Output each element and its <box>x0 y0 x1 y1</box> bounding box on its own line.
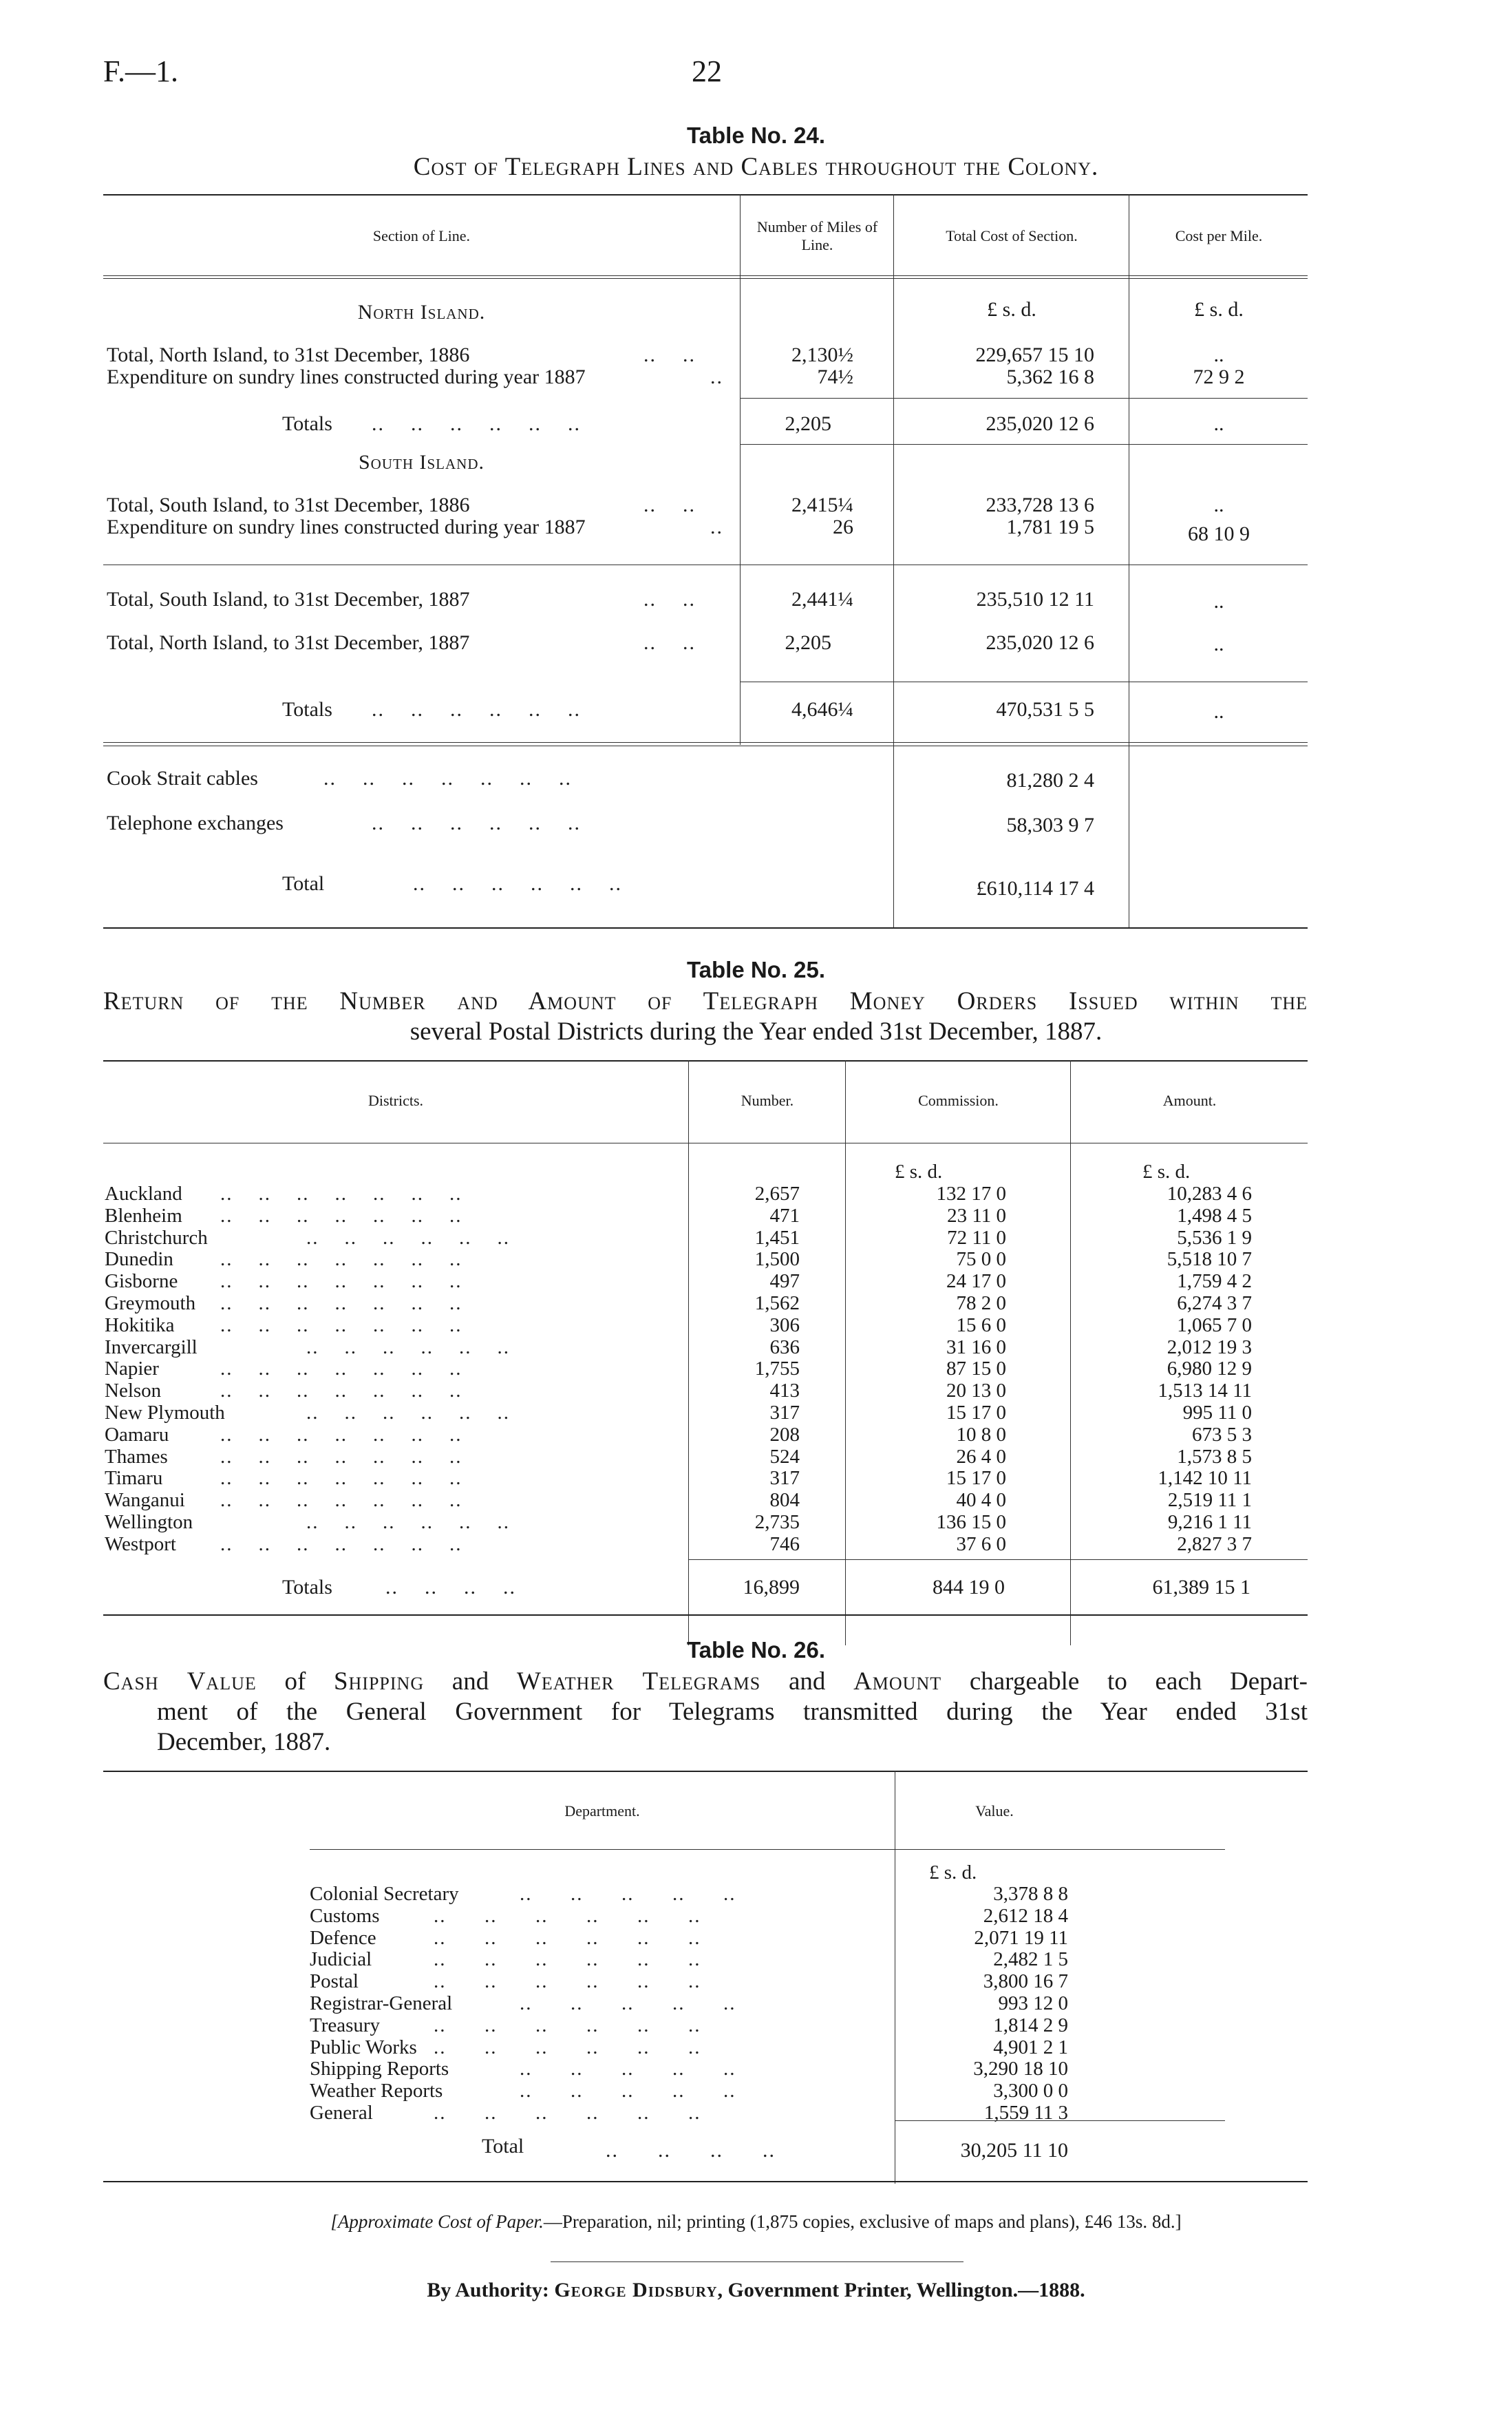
table26-leader: .. .. .. .. .. .. <box>434 2102 701 2124</box>
table26-value: 1,814 2 9 <box>993 2014 1068 2036</box>
table25-leader: .. .. .. .. .. .. .. <box>220 1489 462 1512</box>
table25-units-commission: £ s. d. <box>895 1161 943 1183</box>
table24-row-per-mile: 72 9 2 <box>1193 366 1245 388</box>
table26-leader: .. .. .. .. .. <box>520 1883 736 1905</box>
table24-row-label: Totals <box>282 412 332 435</box>
table26-department: Colonial Secretary <box>310 1883 459 1905</box>
table25-leader: .. .. .. .. .. .. .. <box>220 1380 462 1402</box>
table24-row-label: Total <box>282 872 325 895</box>
table25-commission: 26 4 0 <box>956 1445 1006 1468</box>
table25-header-districts: Districts. <box>368 1092 424 1109</box>
table25-amount: 2,827 3 7 <box>1177 1532 1252 1555</box>
table24-row-label: Expenditure on sundry lines constructed during year 1887 <box>107 516 586 538</box>
table25-leader: .. .. .. .. .. .. .. <box>220 1270 462 1293</box>
table25-amount: 2,012 19 3 <box>1167 1336 1252 1358</box>
table25-amount: 6,274 3 7 <box>1177 1292 1252 1314</box>
table25-header-amount: Amount. <box>1162 1092 1217 1109</box>
table25-commission: 23 11 0 <box>947 1204 1006 1227</box>
table26-number: Table No. 26. <box>686 1637 826 1663</box>
table25-leader: .. .. .. .. .. .. .. <box>220 1467 462 1490</box>
table26-value: 2,071 19 11 <box>974 1926 1068 1949</box>
table25-amount: 1,142 10 11 <box>1158 1467 1252 1490</box>
table24-row-label: Cook Strait cables <box>107 767 258 790</box>
table25-amount: 673 5 3 <box>1192 1423 1252 1446</box>
table25-commission: 10 8 0 <box>956 1423 1006 1446</box>
table24-row-cost: 1,781 19 5 <box>1006 516 1094 538</box>
table25-leader: .. .. .. .. .. .. <box>306 1402 510 1424</box>
table26-department: Weather Reports <box>310 2080 443 2102</box>
table26-leader: .. .. .. .. .. .. <box>434 1904 701 1927</box>
table24-number: Table No. 24. <box>686 123 826 148</box>
table25-district: Wellington <box>105 1511 193 1533</box>
table26-leader: .. .. .. .. .. <box>520 2080 736 2102</box>
table25-number: Table No. 25. <box>686 957 826 982</box>
table26-value: 4,901 2 1 <box>993 2036 1068 2058</box>
table25-caption-line2: several Postal Districts during the Year ended 31st December, 1887. <box>409 1017 1103 1046</box>
table24-row-per-mile: .. <box>1213 633 1224 655</box>
table24-row-miles: 26 <box>833 516 853 538</box>
table25-amount: 10,283 4 6 <box>1167 1183 1252 1205</box>
table25-leader: .. .. .. .. .. .. .. <box>220 1358 462 1380</box>
table26-header-value: Value. <box>975 1802 1014 1820</box>
table24-row-per-mile: .. <box>1213 494 1224 516</box>
table25-district: Hokitika <box>105 1314 175 1336</box>
table25-district: Blenheim <box>105 1204 182 1227</box>
table25-commission: 87 15 0 <box>946 1358 1006 1380</box>
table24-row-miles: 4,646¼ <box>791 698 853 721</box>
table26-department: Treasury <box>310 2014 381 2036</box>
table25-number: 471 <box>769 1204 800 1227</box>
table26-header-department: Department. <box>564 1802 640 1820</box>
table24-row-per-mile: .. <box>1213 412 1224 435</box>
table24-row-miles: 2,441¼ <box>791 588 853 611</box>
table25-district: Thames <box>105 1445 168 1468</box>
table26-units-value: £ s. d. <box>929 1862 977 1884</box>
table24-row-label: Total, South Island, to 31st December, 1886 <box>107 494 470 516</box>
table26-value: 3,378 8 8 <box>993 1883 1068 1905</box>
table25-district: Nelson <box>105 1380 162 1402</box>
table25-leader: .. .. .. .. .. .. .. <box>220 1423 462 1446</box>
table26-leader: .. .. .. .. .. <box>520 1992 736 2014</box>
table25-district: Gisborne <box>105 1270 178 1293</box>
table25-commission: 40 4 0 <box>956 1489 1006 1512</box>
table25-commission: 15 6 0 <box>956 1314 1006 1336</box>
table24-row-cost: 58,303 9 7 <box>1006 814 1094 836</box>
table25-amount: 5,518 10 7 <box>1167 1248 1252 1271</box>
table25-commission: 15 17 0 <box>946 1467 1006 1490</box>
table25-leader: .. .. .. .. .. .. .. <box>220 1248 462 1271</box>
table25-amount: 5,536 1 9 <box>1177 1226 1252 1249</box>
table25-amount: 2,519 11 1 <box>1167 1489 1252 1512</box>
table25-district: New Plymouth <box>105 1402 225 1424</box>
table26-leader: .. .. .. .. .. .. <box>434 2036 701 2058</box>
table25-leader: .. .. .. .. .. .. .. <box>220 1292 462 1314</box>
table25-units-amount: £ s. d. <box>1142 1161 1191 1183</box>
table24-row-cost: 81,280 2 4 <box>1006 769 1094 792</box>
running-head-left: F.—1. <box>103 54 178 88</box>
table24-row-label: Total, North Island, to 31st December, 1886 <box>107 344 470 366</box>
table24-row-cost: 229,657 15 10 <box>975 344 1094 366</box>
table25-commission: 20 13 0 <box>946 1380 1006 1402</box>
table25-district: Napier <box>105 1358 159 1380</box>
table24-row-miles: 74½ <box>817 366 853 388</box>
table25-number: 524 <box>769 1445 800 1468</box>
table24-row-cost: 233,728 13 6 <box>986 494 1094 516</box>
table25-district: Wanganui <box>105 1489 185 1512</box>
table25-number: 1,451 <box>754 1226 800 1249</box>
table26-department: Postal <box>310 1970 359 1993</box>
table26-leader: .. .. .. .. .. .. <box>434 1970 701 1993</box>
table25-number: 1,500 <box>754 1248 800 1271</box>
table25-district: Auckland <box>105 1183 182 1205</box>
table24-caption: Cost of Telegraph Lines and Cables throughout the Colony. <box>413 153 1099 181</box>
table25-leader: .. .. .. .. .. .. .. <box>220 1183 462 1205</box>
table26-department: Customs <box>310 1904 380 1927</box>
table25-number: 2,735 <box>754 1511 800 1533</box>
table25-totals-amount: 61,389 15 1 <box>1152 1576 1250 1599</box>
table25-leader: .. .. .. .. .. .. <box>306 1226 510 1249</box>
table25-amount: 6,980 12 9 <box>1167 1358 1252 1380</box>
table26-value: 1,559 11 3 <box>983 2102 1068 2124</box>
table24-header-section: Section of Line. <box>372 227 471 244</box>
table24-row-cost: 5,362 16 8 <box>1006 366 1094 388</box>
table24-row-label: Telephone exchanges <box>107 812 284 834</box>
table24-row-miles: 2,130½ <box>791 344 853 366</box>
table26-value: 993 12 0 <box>998 1992 1068 2014</box>
table25-commission: 72 11 0 <box>947 1226 1006 1249</box>
table25-district: Oamaru <box>105 1423 169 1446</box>
table26-value: 3,290 18 10 <box>973 2058 1068 2080</box>
table24-row-label: Totals <box>282 698 332 721</box>
table24-row-cost: 470,531 5 5 <box>996 698 1094 721</box>
table25-header-commission: Commission. <box>918 1092 999 1109</box>
table25-number: 317 <box>769 1467 800 1490</box>
table25-number: 497 <box>769 1270 800 1293</box>
table25-totals-label: Totals <box>282 1576 332 1599</box>
table25-amount: 1,573 8 5 <box>1177 1445 1252 1468</box>
table25-number: 746 <box>769 1532 800 1555</box>
table25-amount: 1,065 7 0 <box>1177 1314 1252 1336</box>
table26-leader: .. .. .. .. .. <box>520 2058 736 2080</box>
north-island-heading: North Island. <box>357 301 486 324</box>
south-island-heading: South Island. <box>358 451 485 474</box>
table24-row-miles: 2,205 <box>785 412 831 435</box>
table26-leader: .. .. .. .. .. .. <box>434 2014 701 2036</box>
table24-row-miles: 2,415¼ <box>791 494 853 516</box>
table25-number: 804 <box>769 1489 800 1512</box>
table25-amount: 1,498 4 5 <box>1177 1204 1252 1227</box>
table26-leader: .. .. .. .. .. .. <box>434 1948 701 1971</box>
table25-number: 208 <box>769 1423 800 1446</box>
table25-district: Invercargill <box>105 1336 198 1358</box>
table25-district: Christchurch <box>105 1226 208 1249</box>
imprint: By Authority: George Didsbury, Government Printer, Wellington.—1888. <box>427 2279 1085 2301</box>
table26-value: 3,300 0 0 <box>993 2080 1068 2102</box>
table25-number: 1,755 <box>754 1358 800 1380</box>
table25-number: 306 <box>769 1314 800 1336</box>
table26-department: Shipping Reports <box>310 2058 449 2080</box>
table24-row-cost: £610,114 17 4 <box>976 877 1094 900</box>
table25-caption-line1: Return of the Number and Amount of Telegraph Money Orders Issued within the <box>103 987 1308 1015</box>
table25-number: 413 <box>769 1380 800 1402</box>
table26-leader: .. .. .. .. .. .. <box>434 1926 701 1949</box>
table26-department: Defence <box>310 1926 376 1949</box>
table25-totals-number: 16,899 <box>743 1576 800 1599</box>
table25-commission: 75 0 0 <box>956 1248 1006 1271</box>
table24-row-miles: 2,205 <box>785 631 831 654</box>
table25-commission: 132 17 0 <box>936 1183 1006 1205</box>
table26-value: 2,482 1 5 <box>993 1948 1068 1971</box>
table24-units-mile: £ s. d. <box>1194 298 1244 321</box>
table24-row-cost: 235,510 12 11 <box>976 588 1094 611</box>
table26-department: Judicial <box>310 1948 372 1971</box>
table26-value: 2,612 18 4 <box>983 1904 1068 1927</box>
table26-caption-line1: Cash Value of Shipping and Weather Telegrams and Amount chargeable to each Depart- <box>103 1667 1308 1696</box>
table24-units-cost: £ s. d. <box>987 298 1036 321</box>
table26-caption-line2: ment of the General Government for Telegrams transmitted during the Year ended 31st <box>157 1698 1308 1726</box>
table26-department: Public Works <box>310 2036 417 2058</box>
table24-header-per-mile: Cost per Mile. <box>1175 227 1263 244</box>
table24-row-label: Expenditure on sundry lines constructed during year 1887 <box>107 366 586 388</box>
table26-caption-line3: December, 1887. <box>157 1728 331 1756</box>
page-number: 22 <box>692 54 722 88</box>
footnote: [Approximate Cost of Paper.—Preparation, nil; printing (1,875 copies, exclusive of maps and plans), £46 13s. 8d.] <box>330 2211 1182 2232</box>
table26-department: General <box>310 2102 373 2124</box>
table25-number: 2,657 <box>754 1183 800 1205</box>
table25-totals-commission: 844 19 0 <box>933 1576 1005 1599</box>
table24-row-per-mile: .. <box>1213 590 1224 613</box>
table25-leader: .. .. .. .. .. .. .. <box>220 1532 462 1555</box>
table25-commission: 15 17 0 <box>946 1402 1006 1424</box>
table25-district: Dunedin <box>105 1248 173 1271</box>
table26-total-label: Total <box>482 2135 524 2158</box>
table25-district: Westport <box>105 1532 176 1555</box>
table24-row-per-mile: 68 10 9 <box>1188 523 1250 545</box>
table25-commission: 31 16 0 <box>946 1336 1006 1358</box>
table25-amount: 1,513 14 11 <box>1158 1380 1252 1402</box>
table24-row-label: Total, North Island, to 31st December, 1887 <box>107 631 470 654</box>
table25-commission: 136 15 0 <box>936 1511 1006 1533</box>
table26-department: Registrar-General <box>310 1992 453 2014</box>
table26-value: 3,800 16 7 <box>983 1970 1068 1993</box>
table24-row-cost: 235,020 12 6 <box>986 631 1094 654</box>
table25-leader: .. .. .. .. .. .. .. <box>220 1445 462 1468</box>
table25-district: Greymouth <box>105 1292 196 1314</box>
table25-leader: .. .. .. .. .. .. .. <box>220 1314 462 1336</box>
table24-header-miles: Number of Miles of Line. <box>756 218 878 253</box>
table25-leader: .. .. .. .. .. .. <box>306 1511 510 1533</box>
table25-district: Timaru <box>105 1467 163 1490</box>
table25-number: 636 <box>769 1336 800 1358</box>
table25-commission: 24 17 0 <box>946 1270 1006 1293</box>
table25-commission: 78 2 0 <box>956 1292 1006 1314</box>
table24-row-cost: 235,020 12 6 <box>986 412 1094 435</box>
table25-amount: 995 11 0 <box>1182 1402 1252 1424</box>
table25-amount: 9,216 1 11 <box>1167 1511 1252 1533</box>
table24-row-label: Total, South Island, to 31st December, 1887 <box>107 588 470 611</box>
table25-commission: 37 6 0 <box>956 1532 1006 1555</box>
table26-total-value: 30,205 11 10 <box>960 2139 1068 2162</box>
table24-row-per-mile: .. <box>1213 344 1224 366</box>
table24-header-cost: Total Cost of Section. <box>946 227 1078 244</box>
table25-number: 317 <box>769 1402 800 1424</box>
table25-amount: 1,759 4 2 <box>1177 1270 1252 1293</box>
table25-header-number: Number. <box>741 1092 794 1109</box>
table25-leader: .. .. .. .. .. .. .. <box>220 1204 462 1227</box>
table25-leader: .. .. .. .. .. .. <box>306 1336 510 1358</box>
table24-row-per-mile: .. <box>1213 700 1224 723</box>
table25-number: 1,562 <box>754 1292 800 1314</box>
